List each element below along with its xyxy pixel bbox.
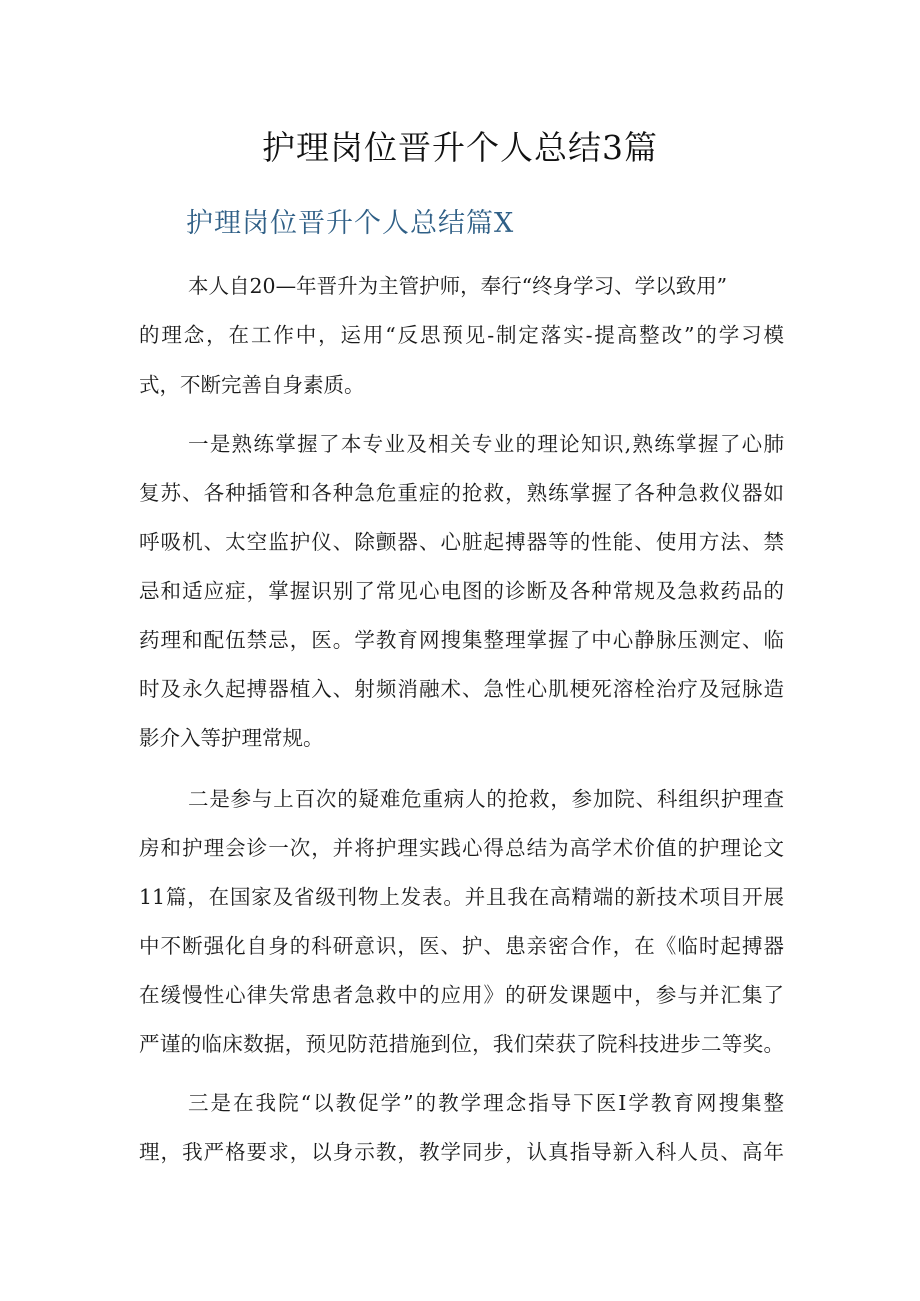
paragraph-line: 的理念，在工作中，运用“反思预见-制定落实-提高整改”的学习模: [139, 323, 784, 347]
paragraph-line: 药理和配伍禁忌，医。学教育网搜集整理掌握了中心静脉压测定、临: [139, 628, 784, 652]
paragraph-line: 房和护理会诊一次，并将护理实践心得总结为高学术价值的护理论文: [139, 836, 784, 860]
section-heading: 护理岗位晋升个人总结篇X: [186, 208, 515, 239]
paragraph-line: 式，不断完善自身素质。: [139, 373, 365, 397]
paragraph-line: 忌和适应症，掌握识别了常见心电图的诊断及各种常规及急救药品的: [139, 579, 784, 603]
paragraph-line: 三是在我院“以教促学”的教学理念指导下医I学教育网搜集整: [188, 1091, 784, 1115]
paragraph-line: 在缓慢性心律失常患者急救中的应用》的研发课题中，参与并汇集了: [139, 983, 784, 1007]
paragraph-line: 复苏、各种插管和各种急危重症的抢救，熟练掌握了各种急救仪器如: [139, 481, 784, 505]
paragraph-line: 一是熟练掌握了本专业及相关专业的理论知识,熟练掌握了心肺: [188, 432, 784, 456]
paragraph-line: 11篇，在国家及省级刊物上发表。并且我在高精端的新技术项目开展: [139, 885, 784, 909]
paragraph-line: 严谨的临床数据，预见防范措施到位，我们荣获了院科技进步二等奖。: [139, 1032, 784, 1056]
paragraph-line: 呼吸机、太空监护仪、除颤器、心脏起搏器等的性能、使用方法、禁: [139, 530, 784, 554]
paragraph-line: 本人自20—年晋升为主管护师，奉行“终身学习、学以致用”: [188, 274, 728, 298]
paragraph-line: 影介入等护理常规。: [139, 726, 324, 750]
paragraph-line: 理，我严格要求，以身示教，教学同步，认真指导新入科人员、高年: [139, 1140, 784, 1164]
document-title: 护理岗位晋升个人总结3篇: [262, 128, 658, 167]
paragraph-line: 时及永久起搏器植入、射频消融术、急性心肌梗死溶栓治疗及冠脉造: [139, 677, 784, 701]
paragraph-line: 中不断强化自身的科研意识，医、护、患亲密合作，在《临时起搏器: [139, 934, 784, 958]
paragraph-line: 二是参与上百次的疑难危重病人的抢救，参加院、科组织护理查: [188, 787, 784, 811]
